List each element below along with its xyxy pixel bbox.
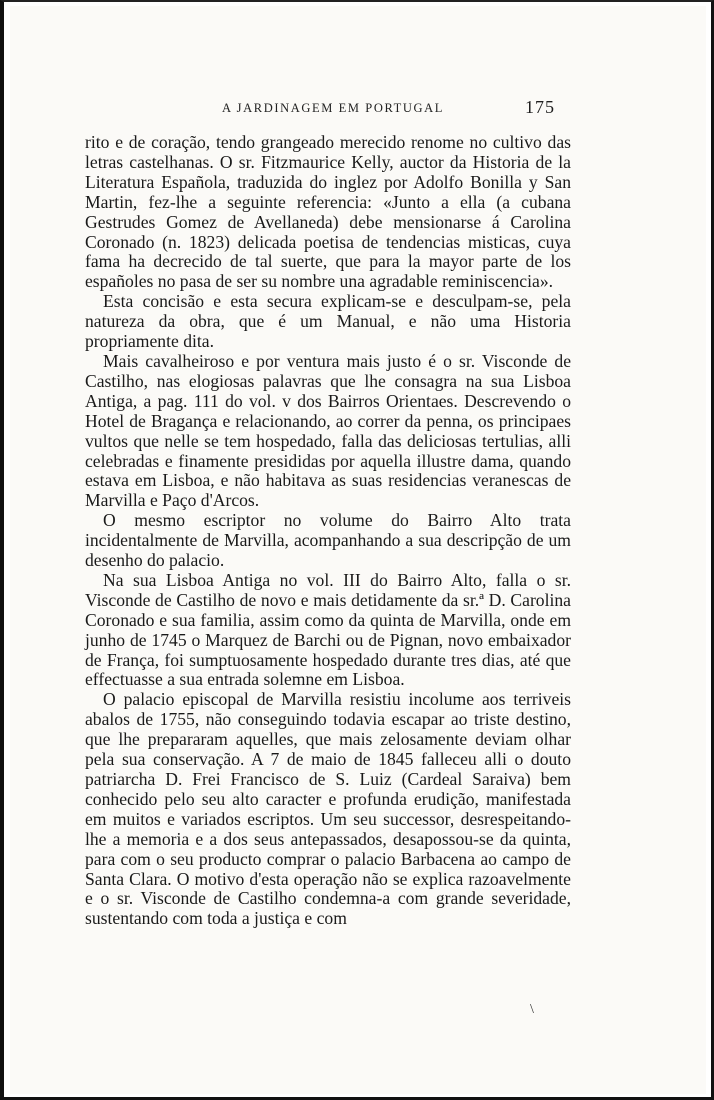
paragraph-concision: Esta concisão e esta secura explicam-se e desculpam-se, pela natureza da obra, que é um Manual, e não uma Historia propriamente dita.	[85, 291, 571, 352]
page-number: 175	[525, 97, 555, 117]
running-title: A JARDINAGEM EM PORTUGAL	[222, 101, 445, 115]
body-text	[85, 133, 571, 929]
paragraph-palacio-episcopal: O palacio episcopal de Marvilla resistiu incolume aos terriveis abalos de 1755, não conseguindo todavia escapar ao triste destino, que lhe prepararam aquelles, que mais zelosamente deviam olhar pela sua conservação. A 7 de maio de 1845 falleceu alli o douto patriarcha D. Frei Francisco de S. Luiz (Cardeal Saraiva) bem conhecido pelo seu alto caracter e profunda erudição, manifestada em muitos e variados escriptos. Um seu successor, desrespeitando-lhe a memoria e a dos seus antepassados, desapossou-se da quinta, para com o seu producto comprar o palacio Barbacena ao campo de Santa Clara. O motivo d'esta operação não se explica razoavelmente e o sr. Visconde de Castilho condemna-a com grande severidade, sustentando com toda a justiça e com	[85, 689, 571, 929]
stray-ink-mark: \	[530, 1002, 534, 1017]
paragraph-marvilla-quinta: Na sua Lisboa Antiga no vol. III do Bairro Alto, falla o sr. Visconde de Castilho de novo e mais detidamente da sr.ª D. Carolina Coronado e sua familia, assim como da quinta de Marvilla, onde em junho de 1745 o Marquez de Barchi ou de Pignan, novo embaixador de França, foi sumptuosamente hospedado durante tres dias, até que effectuasse a sua entrada solemne em Lisboa.	[85, 569, 571, 690]
paragraph-castilho-lisboa-antiga: Mais cavalheiroso e por ventura mais justo é o sr. Visconde de Castilho, nas elogiosas palavras que lhe consagra na sua Lisboa Antiga, a pag. 111 do vol. v dos Bairros Orientaes. Descrevendo o Hotel de Bragança e relacionando, ao correr da penna, os principaes vultos que nelle se tem hospedado, falla das deliciosas tertulias, alli celebradas e finamente presididas por aquella illustre dama, quando estava em Lisboa, e não habitava as suas residencias veranescas de Marvilla e Paço d'Arcos.	[85, 350, 571, 511]
paragraph-bairro-alto: O mesmo escriptor no volume do Bairro Alto trata incidentalmente de Marvilla, acompanhando a sua descripção de um desenho do palacio.	[85, 510, 571, 571]
running-head	[10, 99, 706, 119]
paragraph-continuation: rito e de coração, tendo grangeado merecido renome no cultivo das letras castelhanas. O sr. Fitzmaurice Kelly, auctor da Historia de la Literatura Española, traduzida do inglez por Adolfo Bonilla y San Martin, fez-lhe a seguinte referencia: «Junto a ella (a cubana Gestrudes Gomez de Avellaneda) debe mensionarse á Carolina Coronado (n. 1823) delicada poetisa de tendencias misticas, cuya fama ha decrecido de tal suerte, que para la mayor parte de los españoles no pasa de ser su nombre una agradable reminiscencia».	[85, 132, 571, 292]
book-page	[10, 6, 706, 1094]
